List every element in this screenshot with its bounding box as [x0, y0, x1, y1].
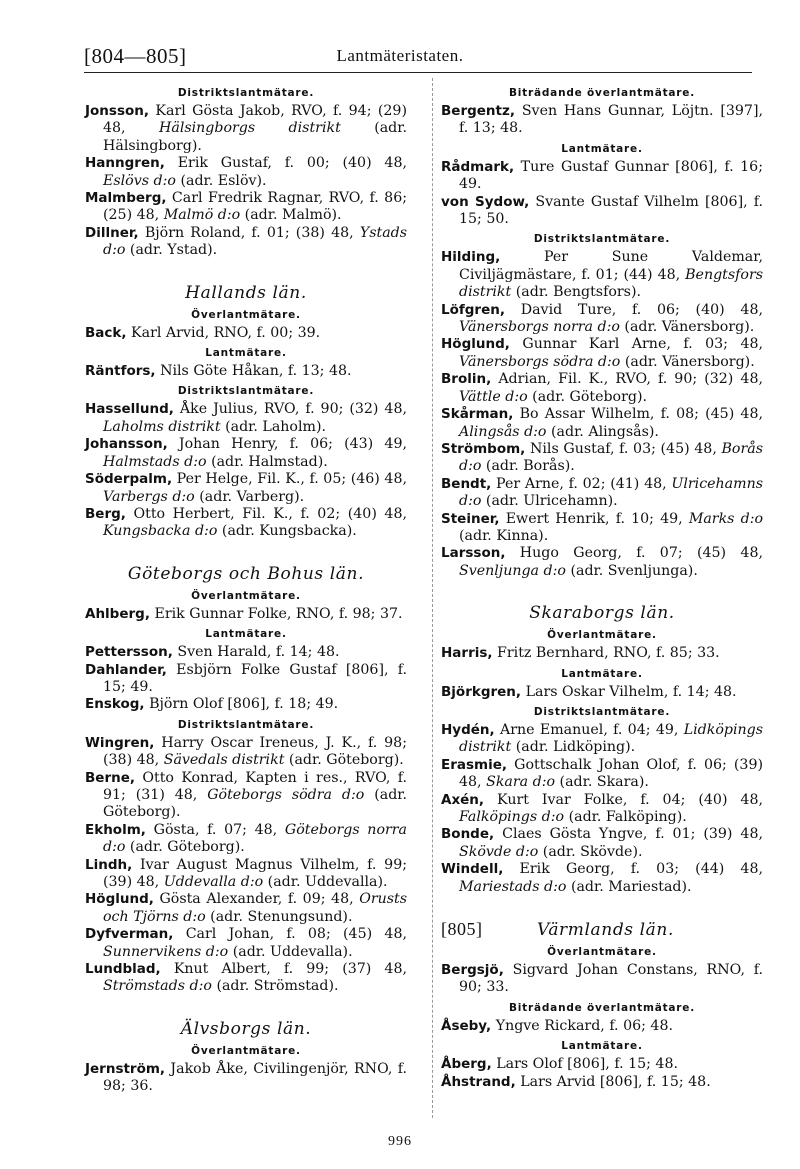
entry-district: Orusts och Tjörns d:o — [103, 891, 408, 925]
entry-surname: Skårman, — [441, 406, 514, 423]
entry-district: Vänersborgs norra d:o — [459, 319, 620, 336]
entry-district: Lidköpings distrikt — [459, 721, 764, 756]
entry — [441, 826, 763, 861]
entry-district: Hälsingborgs distrikt — [158, 120, 341, 137]
entry — [85, 155, 407, 190]
entry-surname: Johansson, — [85, 436, 168, 453]
entry-surname: Bendt, — [441, 475, 492, 492]
entry-surname: Dyfverman, — [85, 926, 174, 943]
entry-district: Ulricehamns d:o — [459, 475, 763, 510]
entry-details: Svante Gustaf Vilhelm [806], f. 15; 50. — [459, 193, 763, 228]
entry-surname: Berne, — [85, 769, 135, 786]
entry-details: Fritz Bernhard, RNO, f. 85; 33. — [497, 645, 720, 662]
section-heading: Distriktslantmätare. — [533, 233, 671, 246]
entry-surname: Hydén, — [441, 721, 495, 738]
entry — [85, 471, 407, 506]
county-heading-row — [441, 918, 763, 941]
entry-district: Varbergs d:o — [103, 488, 195, 505]
entry-address: (adr. Svenljunga). — [570, 562, 698, 579]
entry — [85, 325, 407, 342]
entry-details: Per Helge, Fil. K., f. 05; (46) 48, — [176, 471, 407, 488]
entry-district: Bengtsfors distrikt — [459, 266, 764, 301]
entry — [85, 926, 407, 961]
entry-details: Gottschalk Johan Olof, f. 06; (39) 48, — [459, 756, 764, 791]
entry — [85, 363, 407, 380]
entry-district: Laholms distrikt — [103, 418, 221, 435]
entry-district: Marks d:o — [688, 510, 764, 527]
entry — [441, 757, 763, 792]
entry-surname: Steiner, — [441, 510, 500, 527]
entry — [441, 249, 763, 301]
entry-address: (adr. Ystad). — [129, 242, 218, 259]
entry — [85, 190, 407, 225]
entry-address: (adr. Ulricehamn). — [485, 493, 618, 510]
entry-address: (adr. Falköping). — [568, 809, 687, 825]
entry-address: (adr. Uddevalla). — [232, 943, 353, 960]
entry-address: (adr. Stenungsund). — [210, 908, 353, 925]
entry — [85, 606, 407, 623]
section-heading: Biträdande överlantmätare. — [508, 1001, 695, 1014]
entry-details: Adrian, Fil. K., RVO, f. 90; (32) 48, — [498, 371, 763, 388]
entry-surname: Bergentz, — [441, 103, 515, 119]
entry-surname: Dahlander, — [85, 661, 167, 678]
entry-details: Ewert Henrik, f. 10; 49, — [505, 510, 683, 527]
entry-district: Mariestads d:o — [459, 878, 567, 895]
entry-surname: Lundblad, — [85, 961, 161, 978]
entry-details: Otto Konrad, Kapten i res., RVO, f. 91; (31) 48, — [103, 769, 407, 803]
entry-address: (adr. Göteborg). — [288, 752, 404, 769]
entry-surname: Dillner, — [85, 224, 139, 241]
county-heading: Skaraborgs län. — [529, 603, 675, 624]
entry — [85, 103, 407, 155]
entry-district: Sunnervikens d:o — [103, 943, 229, 960]
entry-surname: Axén, — [441, 791, 485, 808]
entry — [85, 506, 407, 541]
entry-details: Gösta, f. 07; 48, — [153, 821, 278, 838]
entry-district: Ystads d:o — [103, 224, 408, 259]
entry — [85, 644, 407, 661]
inline-page-reference: [805] — [441, 919, 483, 940]
section-heading: Lantmätare. — [561, 1040, 643, 1053]
entry-district: Sävedals distrikt — [163, 752, 285, 769]
entry-address: (adr. Malmö). — [244, 207, 342, 224]
entry-address: (adr. Göteborg). — [129, 839, 245, 856]
entry — [441, 1056, 763, 1073]
entry-district: Eslövs d:o — [103, 172, 176, 189]
entry-surname: Bonde, — [441, 826, 495, 843]
entry — [441, 476, 763, 511]
entry-details: Nils Gustaf, f. 03; (45) 48, — [529, 440, 717, 457]
section-heading: Distriktslantmätare. — [533, 705, 671, 718]
entry-address: (adr. Alingsås). — [551, 423, 659, 440]
entry-district: Malmö d:o — [163, 207, 241, 224]
entry-details: Carl Fredrik Ragnar, RVO, f. 86; (25) 48, — [103, 190, 407, 224]
entry-surname: Rådmark, — [441, 158, 515, 175]
entry-surname: Höglund, — [441, 336, 510, 353]
entry-details: Nils Göte Håkan, f. 13; 48. — [160, 363, 352, 380]
entry-district: Alingsås d:o — [459, 423, 547, 440]
running-head-title: Lantmäteristaten. — [336, 46, 464, 65]
entry-details: Harry Oscar Ireneus, J. K., f. 98; (38) 48, — [103, 734, 407, 769]
entry — [85, 822, 407, 857]
entry-district: Skara d:o — [486, 774, 556, 791]
entry-details: Erik Gustaf, f. 00; (40) 48, — [177, 155, 407, 172]
entry — [441, 194, 763, 229]
entry-address: (adr. Mariestad). — [570, 878, 692, 895]
entry-details: Yngve Rickard, f. 06; 48. — [495, 1017, 673, 1034]
entry-address: (adr. Vänersborg). — [624, 353, 755, 370]
county-heading: Hallands län. — [185, 282, 307, 303]
entry — [441, 684, 763, 701]
entry — [441, 103, 763, 138]
entry-details: Carl Johan, f. 08; (45) 48, — [185, 926, 407, 943]
entry-details: Jakob Åke, Civilingenjör, RNO, f. 98; 36. — [103, 1060, 407, 1095]
entry-address: (adr. Kungsbacka). — [221, 523, 357, 540]
entry-surname: Åberg, — [441, 1056, 492, 1073]
page-number: 996 — [388, 1134, 412, 1149]
entry-district: Falköpings d:o — [459, 809, 565, 825]
entry — [85, 961, 407, 996]
entry-surname: Larsson, — [441, 545, 506, 562]
entry-surname: Hassellund, — [85, 401, 174, 418]
entry — [441, 545, 763, 580]
section-heading: Distriktslantmätare. — [177, 718, 315, 731]
entry — [441, 371, 763, 406]
entry-surname: Bergsjö, — [441, 962, 504, 979]
right-column — [441, 82, 763, 1091]
entry-address: (adr. Hälsingborg). — [103, 120, 407, 154]
entry-details: Ture Gustaf Gunnar [806], f. 16; 49. — [459, 158, 763, 193]
entry-surname: Back, — [85, 324, 127, 341]
section-heading: Överlantmätare. — [547, 946, 657, 959]
entry-details: Sven Hans Gunnar, Löjtn. [397], f. 13; 48. — [459, 103, 763, 137]
entry-district: Uddevalla d:o — [163, 874, 264, 890]
entry-district: Vänersborgs södra d:o — [459, 353, 621, 370]
entry-district: Göteborgs norra d:o — [103, 821, 408, 856]
entry-surname: Brolin, — [441, 371, 492, 388]
entry — [85, 436, 407, 471]
entry-surname: von Sydow, — [441, 193, 530, 210]
entry-district: Borås d:o — [459, 440, 763, 475]
entry-address: (adr. Vänersborg). — [624, 319, 755, 336]
header-rule — [84, 72, 752, 73]
entry-surname: Åseby, — [441, 1017, 492, 1034]
entry-surname: Wingren, — [85, 734, 155, 751]
entry — [85, 401, 407, 436]
entry-details: Esbjörn Folke Gustaf [806], f. 15; 49. — [103, 661, 407, 695]
entry-surname: Pettersson, — [85, 644, 173, 661]
section-heading: Distriktslantmätare. — [177, 87, 315, 99]
entry-details: Lars Arvid [806], f. 15; 48. — [520, 1073, 711, 1090]
entry — [441, 302, 763, 337]
entry — [441, 645, 763, 662]
entry — [441, 792, 763, 827]
entry-surname: Jonsson, — [85, 103, 149, 119]
county-heading: Göteborgs och Bohus län. — [127, 563, 365, 584]
entry-district: Svenljunga d:o — [459, 562, 566, 579]
entry-district: Kungsbacka d:o — [103, 523, 218, 540]
page-reference: [804—805] — [84, 44, 187, 68]
entry-details: Ivar August Magnus Vilhelm, f. 99; (39) 48, — [103, 856, 407, 890]
entry-details: Erik Georg, f. 03; (44) 48, — [519, 861, 763, 878]
entry-address: (adr. Göteborg). — [532, 388, 647, 405]
entry-district: Skövde d:o — [459, 843, 539, 860]
entry-surname: Lindh, — [85, 856, 133, 873]
entry — [85, 225, 407, 260]
entry-details: Bo Assar Wilhelm, f. 08; (45) 48, — [519, 406, 763, 423]
entry-district: Strömstads d:o — [103, 978, 212, 995]
entry — [441, 722, 763, 757]
section-heading: Överlantmätare. — [191, 1044, 301, 1057]
entry-district: Vättle d:o — [459, 388, 528, 405]
entry-details: Sigvard Johan Constans, RNO, f. 90; 33. — [459, 962, 763, 996]
entry-surname: Jernström, — [85, 1060, 166, 1077]
entry-details: Björn Olof [806], f. 18; 49. — [149, 696, 339, 713]
entry-address: (adr. Strömstad). — [216, 978, 339, 995]
entry-details: Karl Arvid, RNO, f. 00; 39. — [131, 324, 321, 341]
entry-surname: Ekholm, — [85, 821, 146, 838]
entry-details: Claes Gösta Yngve, f. 01; (39) 48, — [502, 826, 763, 843]
entry — [441, 159, 763, 194]
entry-district: Göteborgs södra d:o — [207, 786, 365, 803]
entry — [441, 861, 763, 896]
entry-surname: Ahlberg, — [85, 605, 150, 622]
entry-details: Per Arne, f. 02; (41) 48, — [496, 475, 667, 492]
section-heading: Överlantmätare. — [191, 589, 301, 602]
entry-details: Karl Gösta Jakob, RVO, f. 94; (29) 48, — [103, 103, 407, 137]
entry-address: (adr. Skövde). — [542, 843, 643, 860]
county-heading: Värmlands län. — [537, 920, 674, 941]
entry-details: Arne Emanuel, f. 04; 49, — [499, 721, 679, 738]
entry-details: Hugo Georg, f. 07; (45) 48, — [519, 545, 763, 562]
entry-surname: Åhstrand, — [441, 1073, 516, 1090]
section-heading: Distriktslantmätare. — [177, 385, 315, 398]
left-column — [85, 82, 407, 1096]
entry-details: Per Sune Valdemar, Civiljägmästare, f. 01; (44) 48, — [459, 249, 763, 283]
entry-details: Otto Herbert, Fil. K., f. 02; (40) 48, — [133, 505, 407, 522]
entry-surname: Björkgren, — [441, 683, 522, 700]
entry-details: Sven Harald, f. 14; 48. — [177, 644, 340, 661]
section-heading: Lantmätare. — [205, 628, 287, 641]
entry — [85, 770, 407, 822]
entry — [85, 891, 407, 926]
entry-address: (adr. Skara). — [559, 774, 649, 791]
entry-surname: Räntfors, — [85, 363, 156, 380]
entry-address: (adr. Lidköping). — [515, 739, 636, 756]
entry-details: Björn Roland, f. 01; (38) 48, — [144, 224, 354, 241]
entry — [441, 336, 763, 371]
entry — [85, 662, 407, 697]
entry-surname: Hanngren, — [85, 155, 165, 172]
entry — [85, 696, 407, 713]
entry-address: (adr. Uddevalla). — [267, 874, 388, 890]
entry-details: Lars Olof [806], f. 15; 48. — [496, 1056, 678, 1073]
entry — [441, 511, 763, 546]
entry-address: (adr. Halmstad). — [211, 453, 328, 470]
entry-details: Gunnar Karl Arne, f. 03; 48, — [522, 336, 764, 353]
entry-surname: Enskog, — [85, 696, 145, 713]
entry-address: (adr. Varberg). — [199, 488, 305, 505]
entry-address: (adr. Laholm). — [225, 418, 326, 435]
section-heading: Överlantmätare. — [191, 308, 301, 321]
entry-details: Lars Oskar Vilhelm, f. 14; 48. — [525, 683, 737, 700]
entry-surname: Söderpalm, — [85, 471, 173, 488]
column-divider — [432, 78, 433, 1118]
entry-address: (adr. Göteborg). — [103, 786, 408, 821]
entry-details: Erik Gunnar Folke, RNO, f. 98; 37. — [154, 605, 403, 622]
entry-surname: Höglund, — [85, 891, 154, 908]
entry-district: Halmstads d:o — [103, 453, 207, 470]
entry-surname: Hilding, — [441, 249, 501, 266]
entry-details: Johan Henry, f. 06; (43) 49, — [178, 436, 407, 453]
entry-surname: Erasmie, — [441, 756, 508, 773]
entry-address: (adr. Bengtsfors). — [515, 284, 641, 301]
entry-surname: Windell, — [441, 861, 504, 878]
entry-details: Åke Julius, RVO, f. 90; (32) 48, — [179, 401, 407, 418]
entry — [441, 1018, 763, 1035]
section-heading: Överlantmätare. — [547, 629, 657, 642]
entry-details: David Ture, f. 06; (40) 48, — [520, 301, 763, 318]
entry — [85, 1061, 407, 1096]
entry-surname: Malmberg, — [85, 190, 167, 207]
entry-details: Gösta Alexander, f. 09; 48, — [159, 891, 354, 908]
section-heading: Lantmätare. — [561, 667, 643, 680]
entry — [441, 1074, 763, 1091]
entry — [441, 962, 763, 997]
entry-address: (adr. Kinna). — [459, 527, 549, 544]
section-heading: Lantmätare. — [205, 347, 287, 360]
entry-address: (adr. Borås). — [485, 458, 575, 475]
section-heading: Lantmätare. — [561, 142, 643, 155]
county-heading: Älvsborgs län. — [180, 1018, 312, 1039]
entry-surname: Harris, — [441, 645, 493, 662]
entry — [85, 735, 407, 770]
entry — [441, 441, 763, 476]
entry-details: Kurt Ivar Folke, f. 04; (40) 48, — [497, 791, 763, 808]
entry — [441, 406, 763, 441]
entry-details: Knut Albert, f. 99; (37) 48, — [173, 961, 407, 978]
entry-surname: Strömbom, — [441, 440, 526, 457]
entry-surname: Berg, — [85, 505, 126, 522]
entry-surname: Löfgren, — [441, 301, 505, 318]
entry — [85, 857, 407, 892]
entry-address: (adr. Eslöv). — [180, 172, 267, 189]
section-heading: Biträdande överlantmätare. — [508, 87, 695, 99]
